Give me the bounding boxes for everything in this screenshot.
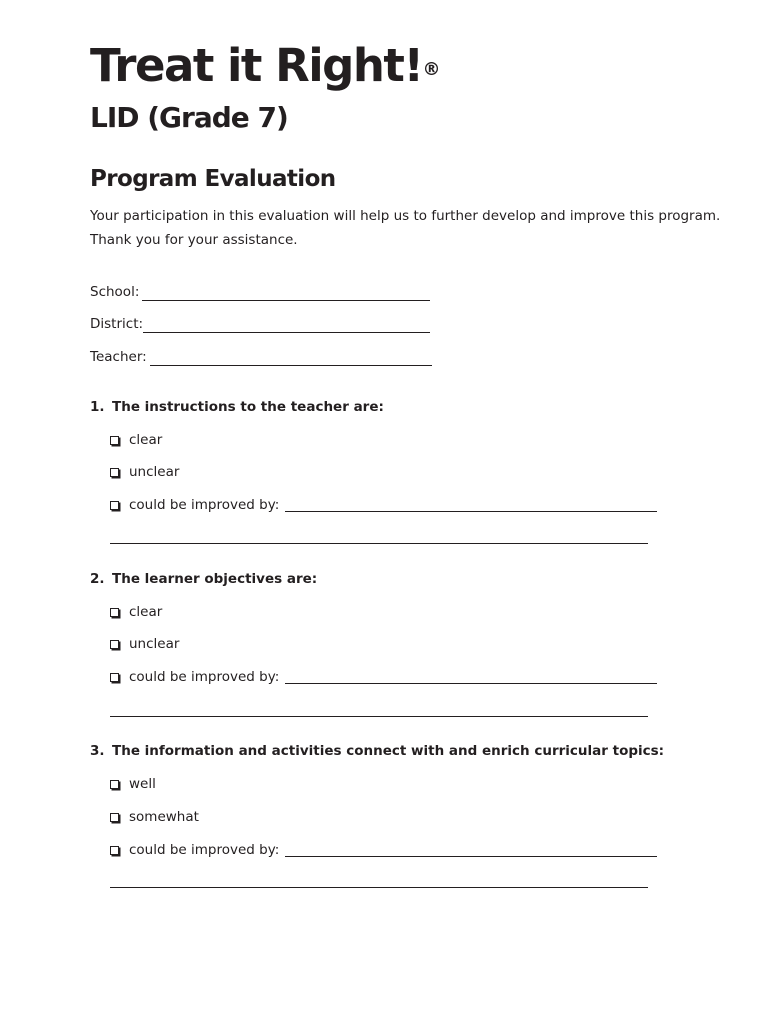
checkbox-icon[interactable] — [110, 780, 119, 789]
question-1-number: 1. — [90, 399, 105, 415]
district-field[interactable] — [90, 315, 430, 333]
teacher-field[interactable] — [90, 348, 432, 366]
intro-line-2: Thank you for your assistance. — [90, 232, 298, 248]
question-1 — [90, 398, 384, 416]
checkbox-icon[interactable] — [110, 813, 119, 822]
q2-option-1-label: clear — [129, 604, 163, 620]
q3-option-1[interactable] — [110, 775, 156, 793]
checkbox-icon[interactable] — [110, 673, 119, 682]
school-input-line[interactable] — [142, 288, 430, 301]
checkbox-icon[interactable] — [110, 436, 119, 445]
school-field[interactable] — [90, 283, 430, 301]
checkbox-icon[interactable] — [110, 846, 119, 855]
teacher-label: Teacher: — [90, 349, 147, 365]
q1-improve-line[interactable] — [285, 499, 657, 512]
q3-option-3-label: could be improved by: — [129, 842, 280, 858]
checkbox-icon[interactable] — [110, 608, 119, 617]
checkbox-icon[interactable] — [110, 468, 119, 477]
q3-option-3[interactable] — [110, 841, 657, 859]
q2-option-3-label: could be improved by: — [129, 669, 280, 685]
intro-line-1: Your participation in this evaluation will help us to further develop and improve this program. — [90, 208, 721, 224]
question-2-number: 2. — [90, 571, 105, 587]
q1-option-2-label: unclear — [129, 464, 180, 480]
q3-option-2[interactable] — [110, 808, 199, 826]
page-subtitle: LID (Grade 7) — [90, 101, 288, 134]
school-label: School: — [90, 284, 140, 300]
teacher-input-line[interactable] — [150, 353, 432, 366]
q1-option-1[interactable] — [110, 431, 162, 449]
question-3 — [90, 742, 664, 760]
question-3-number: 3. — [90, 743, 105, 759]
question-3-text: The information and activities connect with and enrich curricular topics: — [112, 743, 665, 759]
q3-improve-line-2[interactable] — [110, 887, 648, 888]
q3-option-1-label: well — [129, 776, 156, 792]
q3-improve-line[interactable] — [285, 844, 657, 857]
page-title — [90, 40, 440, 92]
q1-option-1-label: clear — [129, 432, 163, 448]
checkbox-icon[interactable] — [110, 640, 119, 649]
q2-option-2-label: unclear — [129, 636, 180, 652]
district-input-line[interactable] — [143, 320, 430, 333]
q2-option-3[interactable] — [110, 668, 657, 686]
q1-option-2[interactable] — [110, 463, 179, 481]
registered-mark: ® — [422, 59, 441, 80]
q2-improve-line[interactable] — [285, 671, 657, 684]
q1-option-3[interactable] — [110, 496, 657, 514]
question-2 — [90, 570, 317, 588]
q1-option-3-label: could be improved by: — [129, 497, 280, 513]
district-label: District: — [90, 316, 144, 332]
q2-option-2[interactable] — [110, 635, 179, 653]
q3-option-2-label: somewhat — [129, 809, 199, 825]
checkbox-icon[interactable] — [110, 501, 119, 510]
title-text: Treat it Right! — [90, 39, 423, 92]
question-1-text: The instructions to the teacher are: — [112, 399, 384, 415]
section-title: Program Evaluation — [90, 166, 336, 192]
q2-option-1[interactable] — [110, 603, 162, 621]
q1-improve-line-2[interactable] — [110, 543, 648, 544]
question-2-text: The learner objectives are: — [112, 571, 318, 587]
q2-improve-line-2[interactable] — [110, 716, 648, 717]
